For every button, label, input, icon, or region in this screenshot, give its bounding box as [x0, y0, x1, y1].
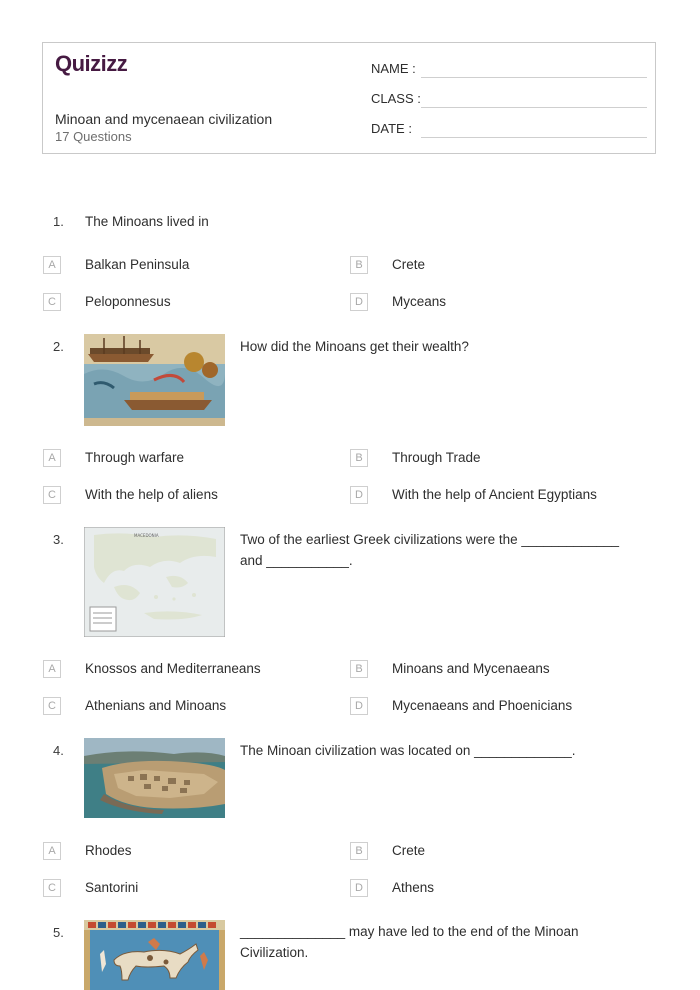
option-text: Athenians and Minoans: [85, 698, 227, 713]
option-letter: C: [43, 293, 61, 311]
question-number: 4.: [53, 743, 64, 758]
option-text: Through warfare: [85, 450, 185, 465]
question-text-line-2: and ___________.: [240, 553, 353, 568]
option-letter: A: [43, 660, 61, 678]
question-text: The Minoan civilization was located on _____________.: [240, 743, 576, 758]
option-text: With the help of Ancient Egyptians: [392, 487, 597, 502]
question-number: 1.: [53, 214, 64, 229]
option-letter: D: [350, 879, 368, 897]
question-number: 2.: [53, 339, 64, 354]
option-letter: A: [43, 449, 61, 467]
question-text: How did the Minoans get their wealth?: [240, 339, 469, 354]
option-letter: A: [43, 256, 61, 274]
question-count: 17 Questions: [55, 129, 132, 144]
bull-leaping-fresco-image: [84, 920, 225, 990]
option-letter: C: [43, 486, 61, 504]
svg-text:MACEDONIA: MACEDONIA: [134, 533, 159, 538]
date-field[interactable]: [371, 121, 412, 141]
class-line: [421, 107, 647, 108]
option-text: Peloponnesus: [85, 294, 171, 309]
option-letter: B: [350, 660, 368, 678]
island-fortress-image: [84, 738, 225, 818]
option-text: Through Trade: [392, 450, 481, 465]
question-text-line-1: Two of the earliest Greek civilizations were the _____________: [240, 532, 619, 547]
option-text: Athens: [392, 880, 435, 895]
option-letter: B: [350, 256, 368, 274]
option-text: Mycenaeans and Phoenicians: [392, 698, 573, 713]
option-text: Myceans: [392, 294, 447, 309]
class-field[interactable]: [371, 91, 421, 111]
name-label: NAME :: [371, 61, 416, 76]
option-text: Crete: [392, 843, 426, 858]
ancient-greece-map-image: [84, 527, 225, 637]
minoan-ship-fresco-image: [84, 334, 225, 426]
option-letter: B: [350, 449, 368, 467]
option-letter: A: [43, 842, 61, 860]
option-text: With the help of aliens: [85, 487, 218, 502]
option-text: Santorini: [85, 880, 139, 895]
option-text: Knossos and Mediterraneans: [85, 661, 261, 676]
question-text-line-1: ______________ may have led to the end of the Minoan: [240, 924, 579, 939]
date-label: DATE :: [371, 121, 412, 136]
worksheet-title: Minoan and mycenaean civilization: [55, 111, 273, 127]
date-line: [421, 137, 647, 138]
question-number: 5.: [53, 925, 64, 940]
option-text: Minoans and Mycenaeans: [392, 661, 550, 676]
quizizz-logo: Quizizz: [55, 51, 128, 76]
name-line: [421, 77, 647, 78]
option-letter: D: [350, 486, 368, 504]
option-letter: C: [43, 697, 61, 715]
option-text: Balkan Peninsula: [85, 257, 190, 272]
worksheet-header: [42, 42, 656, 154]
option-letter: D: [350, 697, 368, 715]
name-field[interactable]: [371, 61, 416, 81]
option-text: Rhodes: [85, 843, 132, 858]
question-number: 3.: [53, 532, 64, 547]
option-letter: D: [350, 293, 368, 311]
option-letter: B: [350, 842, 368, 860]
option-letter: C: [43, 879, 61, 897]
question-text: The Minoans lived in: [85, 214, 209, 229]
option-text: Crete: [392, 257, 426, 272]
question-text-line-2: Civilization.: [240, 945, 309, 960]
class-label: CLASS :: [371, 91, 421, 106]
